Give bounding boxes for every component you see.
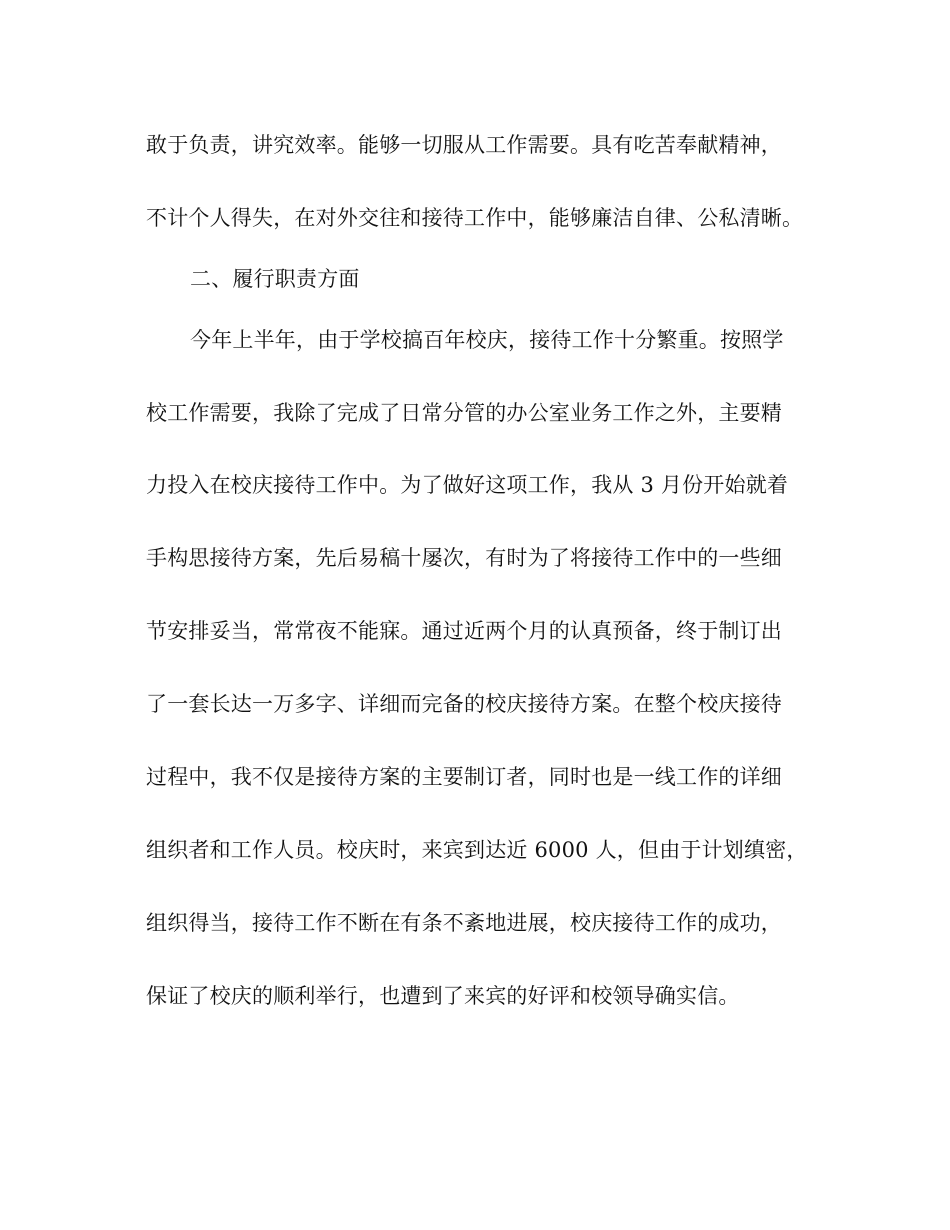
text-line-1: 敢于负责，讲究效率。能够一切服从工作需要。具有吃苦奉献精神，	[146, 133, 782, 157]
text-line-10: 过程中，我不仅是接待方案的主要制订者，同时也是一线工作的详细	[146, 765, 782, 789]
text-line-6: 力投入在校庆接待工作中。为了做好这项工作，我从 3 月份开始就着	[146, 473, 789, 497]
text-line-2: 不计个人得失，在对外交往和接待工作中，能够廉洁自律、公私清晰。	[146, 206, 804, 230]
section-heading: 二、履行职责方面	[190, 267, 360, 291]
text-line-9: 了一套长达一万多字、详细而完备的校庆接待方案。在整个校庆接待	[146, 692, 782, 716]
text-line-5: 校工作需要，我除了完成了日常分管的办公室业务工作之外，主要精	[146, 401, 782, 425]
text-line-7: 手构思接待方案，先后易稿十屡次，有时为了将接待工作中的一些细	[146, 546, 782, 570]
text-line-8: 节安排妥当，常常夜不能寐。通过近两个月的认真预备，终于制订出	[146, 619, 782, 643]
paragraph-first-line: 今年上半年，由于学校搞百年校庆，接待工作十分繁重。按照学	[190, 328, 784, 352]
text-line-11: 组织者和工作人员。校庆时，来宾到达近 6000 人，但由于计划缜密，	[146, 838, 808, 862]
text-line-13: 保证了校庆的顺利举行，也遭到了来宾的好评和校领导确实信。	[146, 984, 740, 1008]
text-line-12: 组织得当，接待工作不断在有条不紊地进展，校庆接待工作的成功，	[146, 911, 782, 935]
